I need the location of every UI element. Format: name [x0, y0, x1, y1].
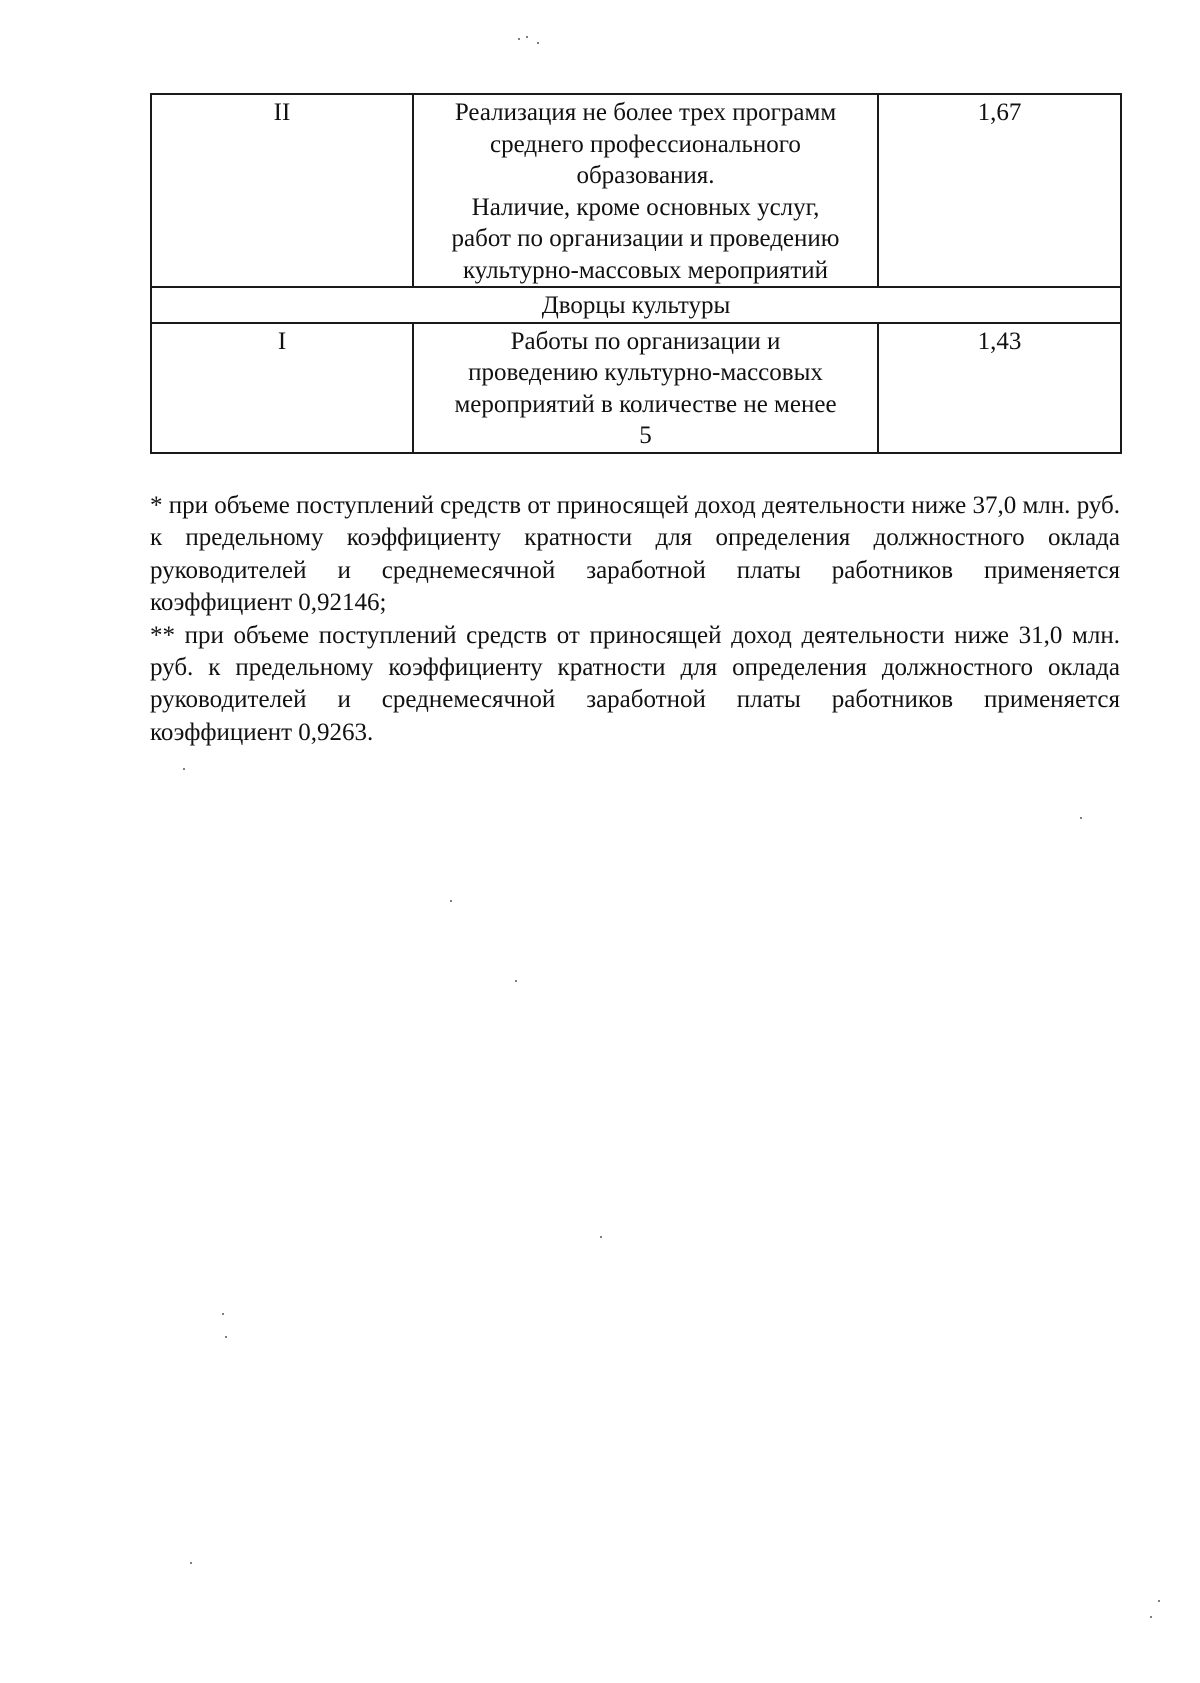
description-line: среднего профессионального: [490, 130, 801, 158]
description-cell: [413, 323, 878, 453]
group-cell: II: [151, 94, 413, 287]
table-row: [151, 323, 1121, 453]
scan-speck: [183, 768, 185, 770]
description-line: Наличие, кроме основных услуг,: [471, 193, 820, 221]
scan-speck: [1080, 817, 1082, 819]
coefficient-table: [150, 93, 1122, 454]
table-row: [151, 94, 1121, 287]
footnote-paragraph: * при объеме поступлений средств от приносящей доход деятельности ниже 37,0 млн. руб. к предельному коэффициенту кратности для определения должностного оклада руководителей и среднемесячной заработной платы работников применяется коэффициент 0,92146;: [150, 492, 1120, 617]
scan-speck: [1150, 1616, 1152, 1618]
scan-speck: [600, 1236, 602, 1238]
scan-speck: [450, 900, 452, 902]
description-line: работ по организации и проведению: [451, 225, 840, 252]
description-line: Работы по организации и: [510, 327, 781, 355]
description-line: мероприятий в количестве не менее: [454, 390, 837, 418]
section-title: Дворцы культуры: [151, 287, 1121, 323]
scan-speck: [537, 42, 539, 44]
description-cell: [413, 94, 878, 287]
description-line: проведению культурно-массовых: [468, 359, 823, 386]
scan-speck: [222, 1313, 224, 1315]
scan-speck: [225, 1336, 227, 1338]
scan-speck: [190, 1562, 192, 1564]
coefficient-cell: 1,67: [878, 94, 1121, 287]
coefficient-cell: 1,43: [878, 323, 1121, 453]
description-line: 5: [639, 422, 652, 449]
description-line: Реализация не более трех программ: [454, 99, 837, 126]
description-line: образования.: [576, 162, 715, 189]
scan-speck: [515, 980, 517, 982]
scan-speck: [518, 38, 520, 40]
scan-speck: [1158, 1600, 1160, 1602]
footnotes: [150, 490, 1120, 749]
footnote-paragraph: ** при объеме поступлений средств от приносящей доход деятельности ниже 31,0 млн. руб. к предельному коэффициенту кратности для определения должностного оклада руководителей и среднемесячной заработной платы работников применяется коэффициент 0,9263.: [150, 621, 1120, 746]
scan-speck: [526, 36, 528, 38]
section-row: [151, 287, 1121, 323]
description-line: культурно-массовых мероприятий: [462, 256, 829, 284]
group-cell: I: [151, 323, 413, 453]
